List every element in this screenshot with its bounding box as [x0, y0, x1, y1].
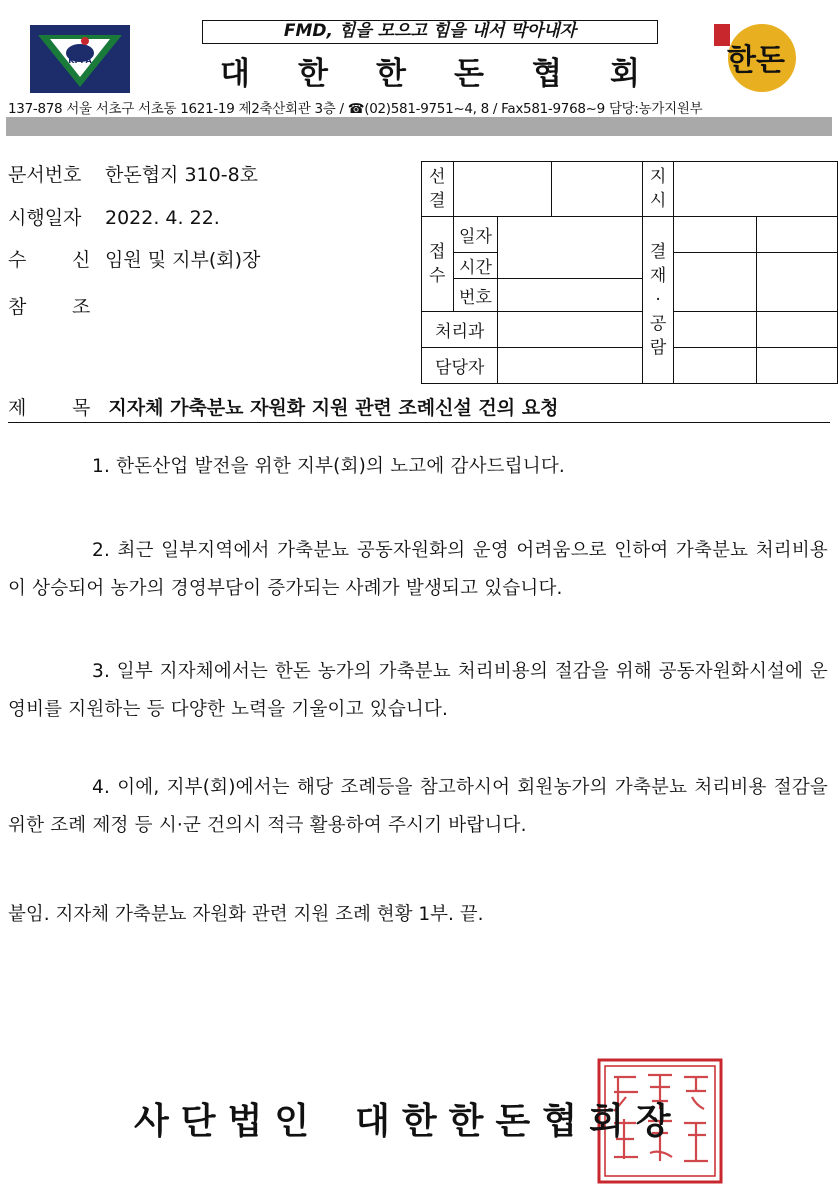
doc-number-label: 문서번호 [8, 164, 82, 186]
kppa-logo [30, 25, 130, 93]
gyeoljae-cell [757, 348, 838, 384]
reference-label-b: 조 [72, 296, 91, 318]
recipient-label-a: 수 [8, 249, 27, 271]
gyeoljae-cell [674, 253, 757, 312]
doc-number-row [8, 160, 258, 187]
gyeoljae-cell [757, 217, 838, 253]
jeopsu-label: 접수 [429, 242, 446, 286]
recipient-label-b: 신 [72, 249, 91, 271]
date-label: 시행일자 [8, 207, 82, 229]
damdangja-cell [498, 348, 642, 384]
address-line: 137-878 서울 서초구 서초동 1621-19 제2축산회관 3층 / ☎(02)581-9751~4, 8 / Fax581-9768~9 담당:농가지원부 [8, 101, 703, 117]
paragraph-1-text: 1. 한돈산업 발전을 위한 지부(회)의 노고에 감사드립니다. [92, 456, 566, 477]
subject-label-b: 목 [72, 397, 91, 419]
subject-row [8, 393, 558, 420]
gyeoljae-cell [757, 253, 838, 312]
gyeoljae-label: 결재·공람 [649, 242, 667, 358]
gyeoljae-cell [757, 312, 838, 348]
org-char: 회 [610, 56, 640, 92]
recipient-value: 임원 및 지부(회)장 [105, 249, 261, 271]
org-char: 협 [532, 56, 562, 92]
org-name [220, 48, 640, 93]
slogan-text: FMD, 힘을 모으고 힘을 내서 막아내자 [283, 21, 577, 41]
paragraph-4 [8, 769, 828, 845]
header-bar [6, 117, 832, 136]
signature [134, 1093, 683, 1144]
approval-table [421, 161, 838, 384]
date-value: 2022. 4. 22. [105, 207, 220, 229]
beonho-label: 번호 [453, 279, 498, 312]
ilja-cell [498, 217, 642, 279]
gyeoljae-cell [674, 348, 757, 384]
signature-part-1: 사단법인 [134, 1101, 322, 1142]
paragraph-3 [8, 653, 828, 729]
paragraph-2-text: 2. 최근 일부지역에서 가축분뇨 공동자원화의 운영 어려움으로 인하여 가축분뇨 처리비용이 상승되어 농가의 경영부담이 증가되는 사례가 발생되고 있습니다. [8, 540, 828, 599]
svg-text:KPPA: KPPA [68, 56, 92, 65]
gyeoljae-cell [674, 217, 757, 253]
gyeoljae-cell [674, 312, 757, 348]
handon-logo [712, 18, 798, 96]
subject-divider [8, 422, 830, 423]
jisi-label: 지시 [649, 167, 667, 211]
recipient-row [8, 245, 260, 272]
jisi-cell [674, 162, 838, 217]
org-char: 돈 [454, 56, 484, 92]
damdangja-label: 담당자 [422, 348, 498, 384]
paragraph-1 [8, 448, 828, 486]
reference-label-a: 참 [8, 296, 27, 318]
cheorigwa-cell [498, 312, 642, 348]
date-row [8, 203, 220, 230]
org-char: 한 [298, 56, 328, 92]
org-char: 대 [220, 56, 250, 92]
subject-label-a: 제 [8, 397, 27, 419]
org-char: 한 [376, 56, 406, 92]
paragraph-2 [8, 532, 828, 608]
seongyeol-cell-2 [552, 162, 642, 217]
svg-text:한돈: 한돈 [727, 43, 785, 78]
seongyeol-label: 선결 [429, 167, 446, 211]
reference-row [8, 292, 90, 319]
sigan-label: 시간 [453, 253, 498, 279]
slogan-box [202, 20, 658, 44]
beonho-cell [498, 279, 642, 312]
ilja-label: 일자 [453, 217, 498, 253]
seongyeol-cell-1 [453, 162, 552, 217]
paragraph-4-text: 4. 이에, 지부(회)에서는 해당 조례등을 참고하시어 회원농가의 가축분뇨 처리비용 절감을 위한 조례 제정 등 시·군 건의시 적극 활용하여 주시기 바랍니다. [8, 777, 828, 836]
cheorigwa-label: 처리과 [422, 312, 498, 348]
attachment-line: 붙임. 지자체 가축분뇨 자원화 관련 지원 조례 현황 1부. 끝. [8, 904, 484, 925]
doc-number: 한돈협지 310-8호 [105, 164, 259, 186]
signature-part-2: 대한한돈협회장 [355, 1101, 683, 1142]
paragraph-3-text: 3. 일부 지자체에서는 한돈 농가의 가축분뇨 처리비용의 절감을 위해 공동자원화시설에 운영비를 지원하는 등 다양한 노력을 기울이고 있습니다. [8, 661, 828, 720]
subject-title: 지자체 가축분뇨 자원화 지원 관련 조례신설 건의 요청 [108, 397, 559, 419]
